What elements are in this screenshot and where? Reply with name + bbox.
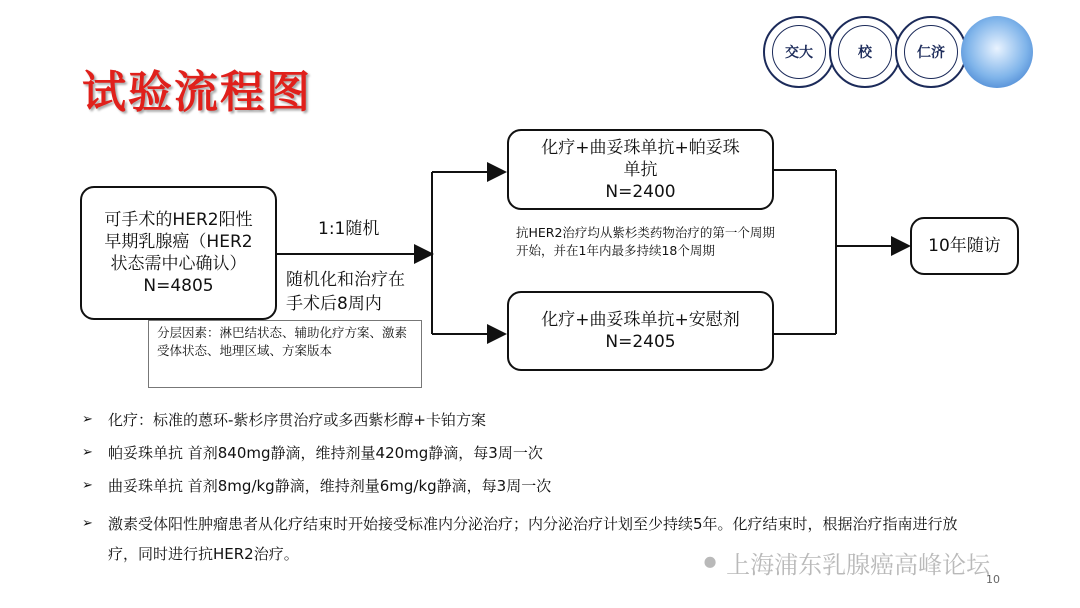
bullet-arrow-icon: ➢ bbox=[82, 516, 93, 531]
population-n: N=4805 bbox=[143, 276, 214, 296]
arm1-line-2: 单抗 bbox=[623, 159, 658, 180]
arm1-box bbox=[507, 129, 774, 210]
bullet-arrow-icon: ➢ bbox=[82, 445, 93, 460]
arm1-n: N=2400 bbox=[605, 181, 676, 202]
bullet-arrow-icon: ➢ bbox=[82, 412, 93, 427]
population-box bbox=[80, 186, 277, 320]
arm2-box bbox=[507, 291, 774, 371]
page-number: 10 bbox=[986, 573, 1000, 586]
arm2-line-1: 化疗+曲妥珠单抗+安慰剂 bbox=[541, 310, 740, 330]
timing-line-2: 手术后8周内 bbox=[286, 294, 382, 314]
randomization-timing bbox=[286, 268, 405, 316]
seal-3-text: 仁济 bbox=[904, 25, 958, 79]
arm2-n: N=2405 bbox=[605, 332, 676, 352]
population-line-2: 早期乳腺癌（HER2 bbox=[104, 232, 253, 252]
page-title: 试验流程图 bbox=[82, 67, 312, 118]
bullet-text-trastuzumab: 曲妥珠单抗 首剂8mg/kg静滴，维持剂量6mg/kg静滴，每3周一次 bbox=[108, 477, 552, 495]
randomization-ratio: 1:1随机 bbox=[318, 219, 380, 239]
stratification-factors: 分层因素：淋巴结状态、辅助化疗方案、激素受体状态、地理区域、方案版本 bbox=[148, 320, 422, 388]
seal-1-text: 交大 bbox=[772, 25, 826, 79]
followup-box bbox=[910, 217, 1019, 275]
watermark-text: 上海浦东乳腺癌高峰论坛 bbox=[726, 551, 991, 579]
timing-line-1: 随机化和治疗在 bbox=[286, 270, 405, 290]
bullet-item bbox=[82, 443, 982, 476]
arm1-line-1: 化疗+曲妥珠单抗+帕妥珠 bbox=[541, 137, 740, 158]
followup-label: 10年随访 bbox=[928, 236, 1001, 256]
watermark bbox=[700, 545, 990, 580]
treatment-duration-note: 抗HER2治疗均从紫杉类药物治疗的第一个周期开始，并在1年内最多持续18个周期 bbox=[516, 225, 775, 258]
bullet-item bbox=[82, 410, 982, 443]
population-line-1: 可手术的HER2阳性 bbox=[104, 210, 253, 230]
bullet-text-pertuzumab: 帕妥珠单抗 首剂840mg静滴，维持剂量420mg静滴，每3周一次 bbox=[108, 444, 543, 462]
seal-2-text: 校 bbox=[838, 25, 892, 79]
bullet-arrow-icon: ➢ bbox=[82, 478, 93, 493]
wechat-icon: ⚫︎ bbox=[700, 548, 721, 577]
population-line-3: 状态需中心确认） bbox=[110, 254, 247, 274]
bullet-text-endocrine: 激素受体阳性肿瘤患者从化疗结束时开始接受标准内分泌治疗；内分泌治疗计划至少持续5年。化疗结束时，根据治疗指南进行放疗，同时进行抗HER2治疗。 bbox=[108, 515, 958, 563]
bullet-text-chemo: 化疗：标准的蒽环-紫杉序贯治疗或多西紫杉醇+卡铂方案 bbox=[108, 411, 486, 429]
bullet-item bbox=[82, 476, 982, 509]
